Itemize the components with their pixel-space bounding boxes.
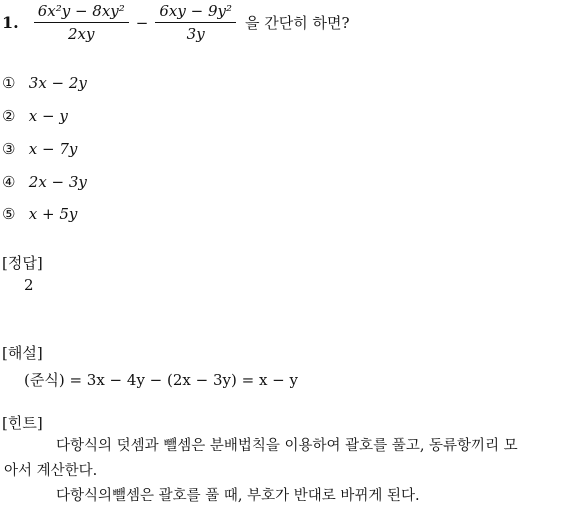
choice-2-mark: ② — [2, 107, 16, 125]
choice-4[interactable] — [2, 173, 87, 191]
hint-paragraph-2 — [4, 484, 563, 509]
fraction-1-denominator: 2xy — [68, 25, 95, 43]
hint-label: [힌트] — [2, 414, 43, 432]
choice-5-expr: x + 5y — [28, 205, 78, 223]
choice-4-expr: 2x − 3y — [28, 173, 87, 191]
choice-1-mark: ① — [2, 74, 16, 92]
choice-1-expr: 3x − 2y — [28, 74, 87, 92]
choice-3-expr: x − 7y — [28, 140, 78, 158]
fraction-1-numerator: 6x²y − 8xy² — [34, 2, 129, 23]
question-number: 1. — [2, 13, 19, 32]
choice-4-mark: ④ — [2, 173, 16, 191]
hint-paragraph-1 — [4, 434, 563, 484]
choice-2[interactable] — [2, 107, 68, 125]
minus-sign: − — [135, 13, 149, 32]
solution-text: (준식) = 3x − 4y − (2x − 3y) = x − y — [24, 371, 298, 389]
hint-line-3: 다항식의뺄셈은 괄호를 풀 때, 부호가 반대로 바뀌게 된다. — [56, 488, 420, 504]
hint-line-1: 다항식의 덧셈과 뺄셈은 분배법칙을 이용하여 괄호를 풀고, 동류항끼리 모 — [56, 438, 518, 454]
fraction-2-numerator: 6xy − 9y² — [155, 2, 236, 23]
fraction-2 — [155, 2, 236, 43]
fraction-1 — [34, 2, 129, 43]
choice-2-expr: x − y — [28, 107, 68, 125]
answer-label: [정답] — [2, 254, 43, 272]
choice-5[interactable] — [2, 205, 77, 223]
choice-3[interactable] — [2, 140, 77, 158]
choice-5-mark: ⑤ — [2, 205, 16, 223]
solution-label: [해설] — [2, 344, 43, 362]
fraction-2-denominator: 3y — [186, 25, 205, 43]
choice-1[interactable] — [2, 74, 87, 92]
choice-3-mark: ③ — [2, 140, 16, 158]
answer-value: 2 — [24, 276, 34, 294]
question — [2, 2, 350, 43]
hint-line-2: 아서 계산한다. — [4, 463, 98, 479]
question-prompt: 을 간단히 하면? — [245, 14, 350, 32]
